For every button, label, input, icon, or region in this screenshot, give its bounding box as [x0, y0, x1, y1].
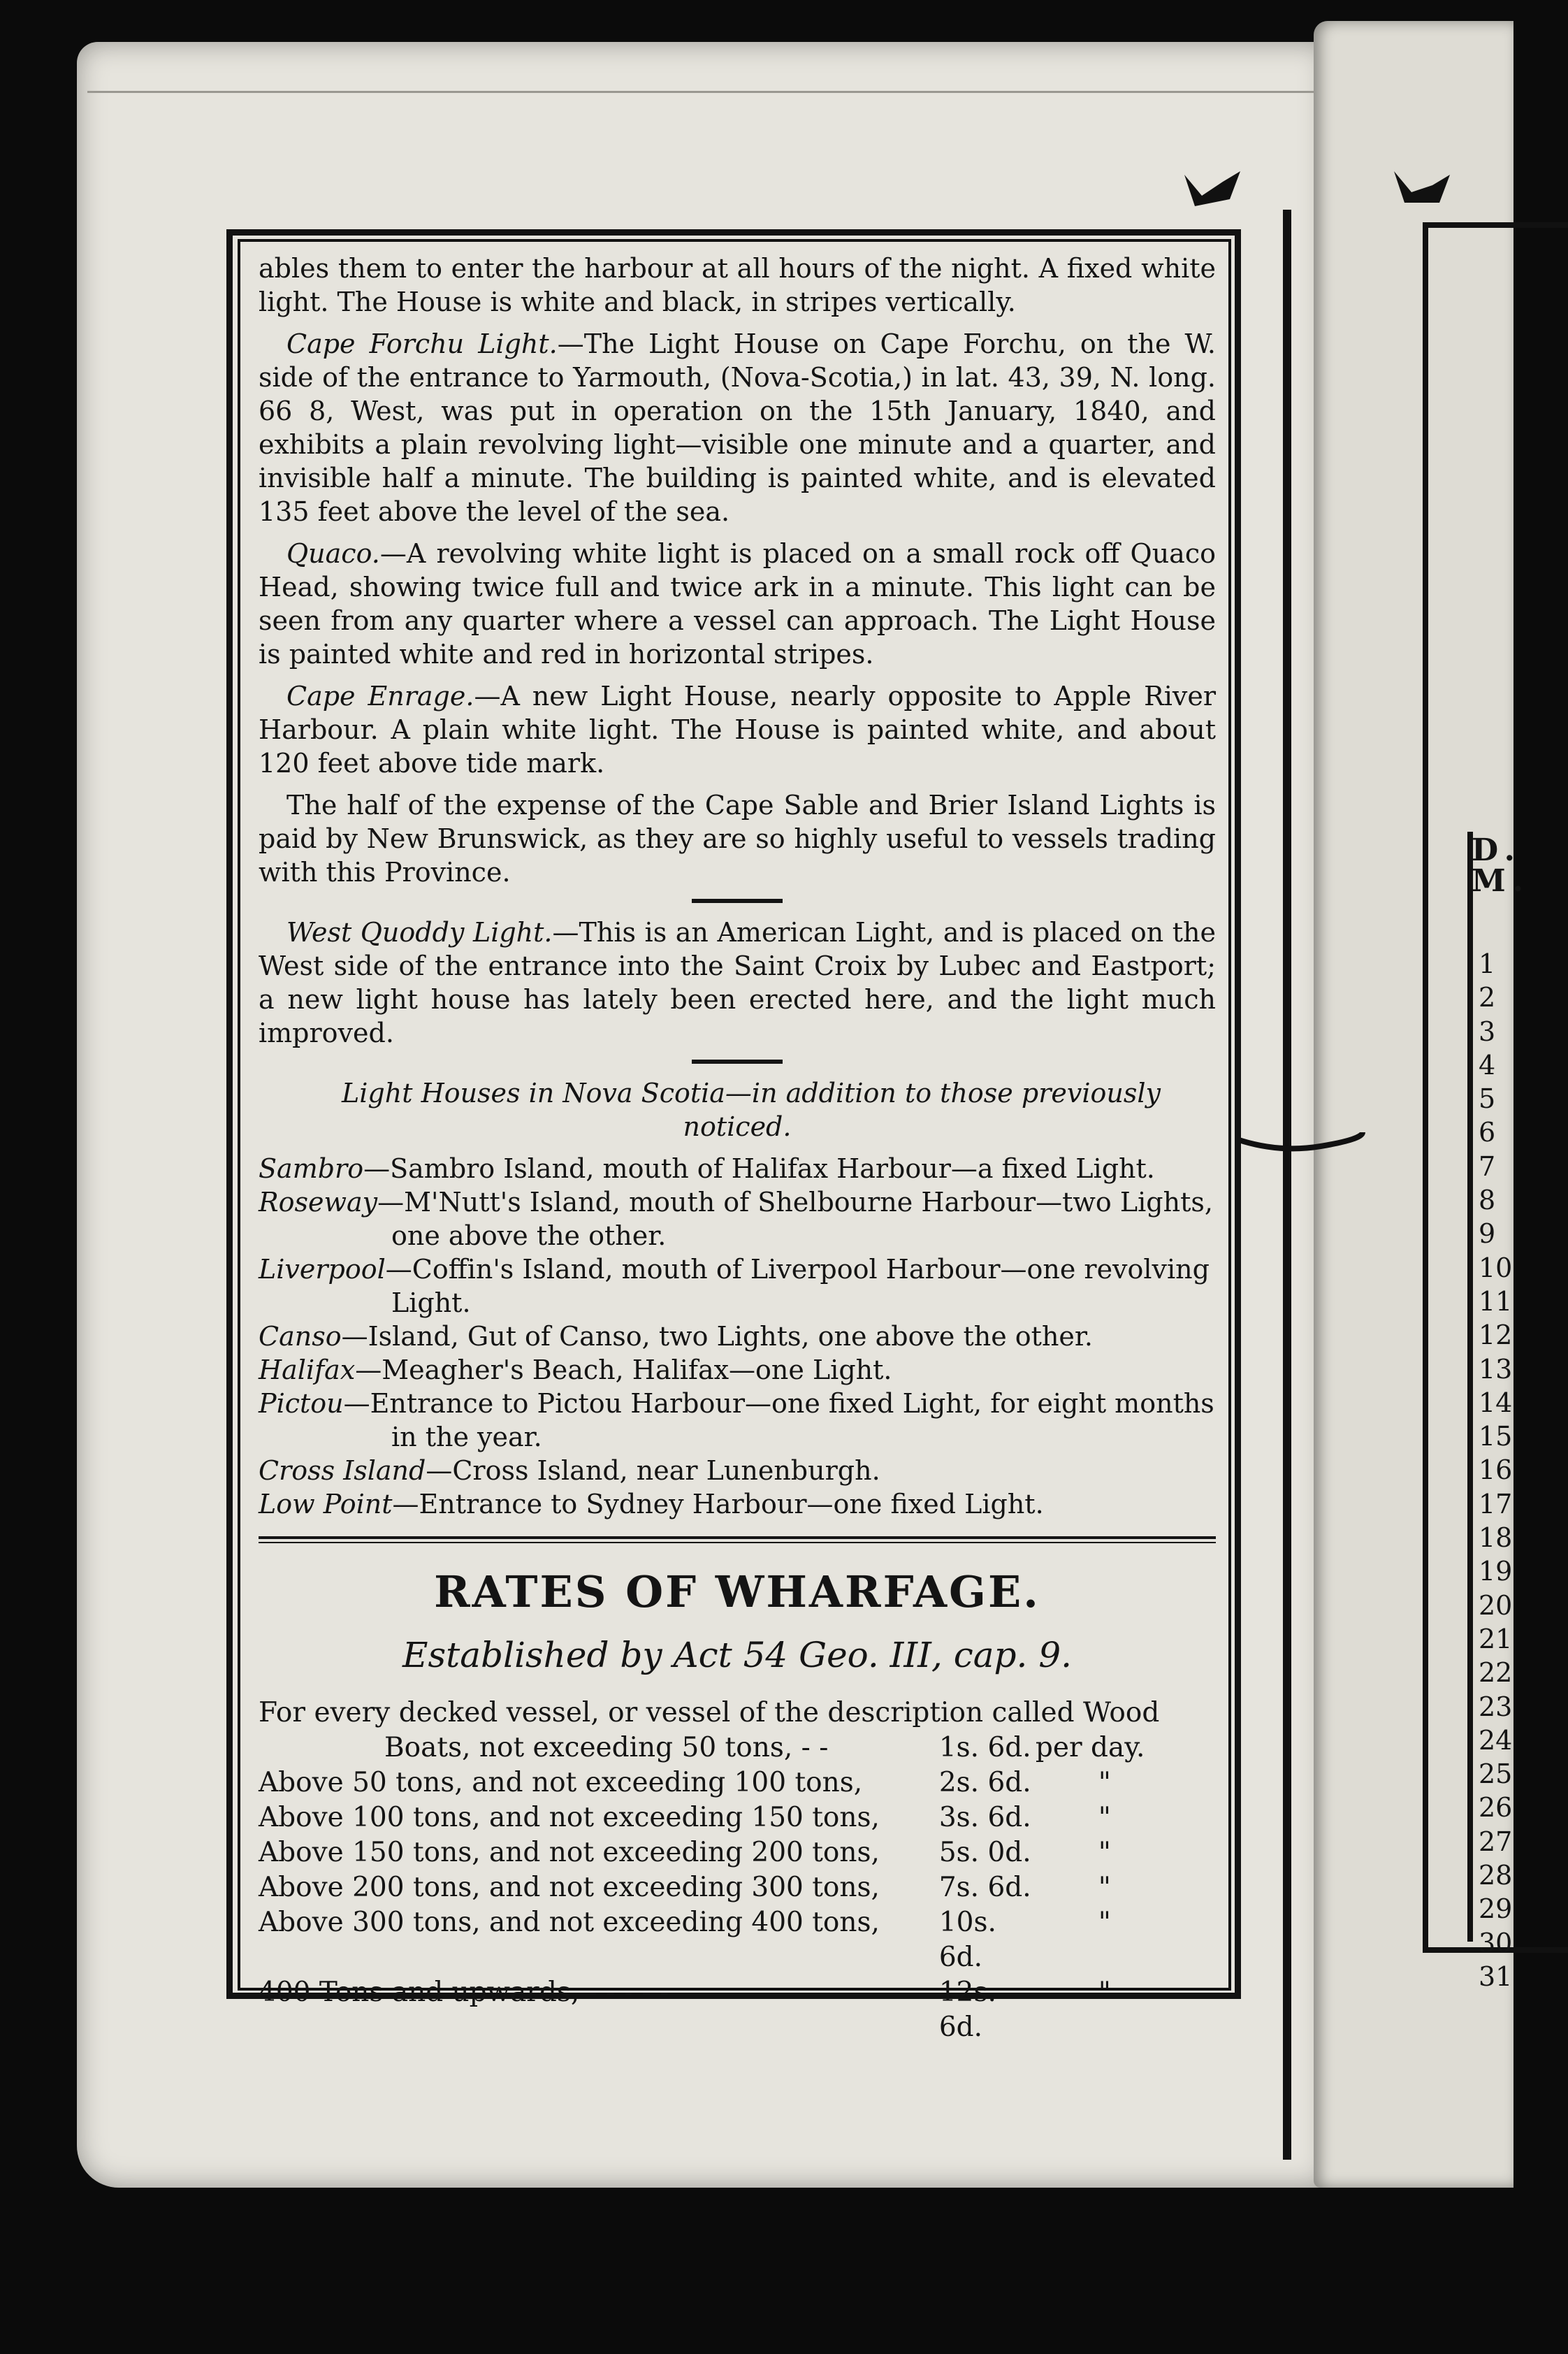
table-row — [259, 1800, 1216, 1835]
continuation-paragraph: ables them to enter the harbour at all hours of the night. A fixed white light. The House is white and black, in stripes vertically. — [259, 253, 1216, 317]
table-row — [259, 1835, 1216, 1870]
day-number: 28 — [1479, 1860, 1513, 1891]
light-name: Cape Enrage. — [286, 681, 474, 712]
right-page-column-rule — [1467, 832, 1473, 1942]
item-name: Halifax — [259, 1355, 356, 1385]
table-row — [259, 1870, 1216, 1905]
page-content — [259, 252, 1216, 2045]
item-text: —M'Nutt's Island, mouth of Shelbourne Harbour—two Lights, one above the other. — [377, 1187, 1213, 1251]
list-item — [259, 1454, 1216, 1487]
expense-note: The half of the expense of the Cape Sable and Brier Island Lights is paid by New Brunswick, as they are so highly useful to vessels trading with this Province. — [259, 790, 1216, 888]
nova-scotia-list — [259, 1152, 1216, 1521]
wharfage-subtitle: Established by Act 54 Geo. III, cap. 9. — [402, 1635, 1073, 1675]
damage-mark — [1237, 1118, 1363, 1160]
row-note: " — [1098, 1767, 1111, 1798]
page-edge-line — [87, 91, 1317, 93]
day-number: 18 — [1479, 1522, 1513, 1554]
right-page-header: D. M. — [1472, 832, 1531, 899]
row-desc: Above 300 tons, and not exceeding 400 tons, — [259, 1907, 880, 1938]
item-text: —Cross Island, near Lunenburgh. — [426, 1455, 880, 1486]
row-note: " — [1098, 1802, 1111, 1833]
list-item — [259, 1152, 1216, 1185]
row-note: per day. — [1035, 1732, 1145, 1763]
light-entry-cape-forchu — [259, 327, 1216, 528]
row-desc: Above 200 tons, and not exceeding 300 tons, — [259, 1872, 880, 1903]
row-rate: 10s. 6d. — [938, 1907, 996, 1973]
day-number: 20 — [1479, 1589, 1513, 1621]
row-rate: 5s. 0d. — [938, 1837, 1031, 1868]
row-rate: 1s. 6d. — [938, 1732, 1031, 1763]
row-rate: 3s. 6d. — [938, 1802, 1031, 1833]
day-number: 13 — [1479, 1353, 1513, 1385]
item-text: —Island, Gut of Canso, two Lights, one above the other. — [341, 1321, 1093, 1352]
row-desc: 400 Tons and upwards, - - - - - — [259, 1977, 669, 2008]
item-name: Liverpool — [259, 1254, 386, 1285]
light-text: —A revolving white light is placed on a small rock off Quaco Head, showing twice full and twice ark in a minute. This light can be seen from any quarter where a vessel can approach. The Light House is painted white and red in horizontal stripes. — [259, 538, 1216, 670]
page-gutter — [1283, 210, 1291, 2160]
nova-scotia-heading: Light Houses in Nova Scotia—in addition to those previously noticed. — [342, 1078, 1161, 1142]
light-text: —This is an American Light, and is placed on the West side of the entrance into the Saint Croix by Lubec and Eastport; a new light house has lately been erected here, and the light much improved. — [259, 917, 1216, 1048]
item-name: Cross Island — [259, 1455, 426, 1486]
wharfage-table — [259, 1731, 1216, 2045]
row-note: " — [1098, 1837, 1111, 1868]
light-text: —A new Light House, nearly opposite to Apple River Harbour. A plain white light. The House is painted white, and about 120 feet above tide mark. — [259, 681, 1216, 779]
list-item — [259, 1487, 1216, 1521]
row-desc: Above 150 tons, and not exceeding 200 tons, — [259, 1837, 880, 1868]
day-number: 29 — [1479, 1893, 1513, 1925]
list-item — [259, 1353, 1216, 1387]
day-number: 1 — [1479, 948, 1496, 979]
right-page-day-column — [1479, 947, 1513, 1993]
section-rule — [692, 899, 783, 903]
item-text: —Meagher's Beach, Halifax—one Light. — [355, 1355, 892, 1385]
light-entry-quaco — [259, 537, 1216, 671]
row-note: " — [1098, 1977, 1111, 2008]
light-name: Cape Forchu Light. — [286, 328, 558, 359]
row-note: " — [1098, 1907, 1111, 1938]
day-number: 21 — [1479, 1623, 1513, 1654]
item-name: Pictou — [259, 1388, 344, 1419]
table-row — [259, 1975, 1216, 2045]
table-row — [259, 1731, 1216, 1766]
item-name: Roseway — [259, 1187, 378, 1218]
day-number: 7 — [1479, 1150, 1496, 1182]
day-number: 27 — [1479, 1826, 1513, 1857]
day-number: 30 — [1479, 1927, 1513, 1958]
day-number: 6 — [1479, 1117, 1496, 1148]
light-text: —The Light House on Cape Forchu, on the W. side of the entrance to Yarmouth, (Nova-Scotia,) in lat. 43, 39, N. long. 66 8, West, was put in operation on the 15th January, 1840, and exhibits a plain revolving light—visible one minute and a quarter, and invisible half a minute. The building is painted white, and is elevated 135 feet above the level of the sea. — [259, 328, 1216, 527]
damage-mark — [1181, 168, 1244, 210]
day-number: 2 — [1479, 982, 1496, 1013]
item-text: —Coffin's Island, mouth of Liverpool Harbour—one revolving Light. — [385, 1254, 1210, 1318]
table-row — [259, 1766, 1216, 1800]
row-rate: 2s. 6d. — [938, 1767, 1031, 1798]
item-name: Canso — [259, 1321, 342, 1352]
light-name: Quaco. — [286, 538, 380, 569]
day-number: 8 — [1479, 1185, 1496, 1216]
item-text: —Entrance to Pictou Harbour—one fixed Light, for eight months in the year. — [343, 1388, 1214, 1452]
day-number: 3 — [1479, 1016, 1496, 1047]
list-item — [259, 1252, 1216, 1320]
wharfage-title: RATES OF WHARFAGE. — [434, 1566, 1040, 1617]
day-number: 12 — [1479, 1320, 1513, 1351]
item-text: —Entrance to Sydney Harbour—one fixed Light. — [392, 1489, 1044, 1519]
row-desc: Boats, not exceeding 50 tons, - - — [384, 1732, 829, 1763]
item-name: Low Point — [259, 1489, 393, 1519]
light-entry-west-quoddy — [259, 916, 1216, 1050]
day-number: 11 — [1479, 1285, 1513, 1317]
day-number: 16 — [1479, 1454, 1513, 1486]
day-number: 24 — [1479, 1724, 1513, 1756]
damage-mark — [1391, 168, 1453, 210]
row-rate: 7s. 6d. — [938, 1872, 1031, 1903]
day-number: 22 — [1479, 1657, 1513, 1689]
wharfage-intro: For every decked vessel, or vessel of the description called Wood — [259, 1697, 1160, 1728]
light-entry-cape-enrage — [259, 679, 1216, 780]
row-rate: 12s. 6d. — [938, 1977, 996, 2043]
section-rule — [692, 1060, 783, 1064]
light-name: West Quoddy Light. — [286, 917, 553, 948]
item-name: Sambro — [259, 1153, 364, 1184]
day-number: 26 — [1479, 1792, 1513, 1824]
row-desc: Above 50 tons, and not exceeding 100 tons, — [259, 1767, 863, 1798]
day-number: 5 — [1479, 1083, 1496, 1115]
list-item — [259, 1320, 1216, 1353]
table-row — [259, 1905, 1216, 1975]
day-number: 31 — [1479, 1961, 1513, 1992]
day-number: 25 — [1479, 1759, 1513, 1790]
double-rule — [259, 1536, 1216, 1543]
day-number: 9 — [1479, 1218, 1496, 1250]
row-desc: Above 100 tons, and not exceeding 150 tons, — [259, 1802, 880, 1833]
day-number: 14 — [1479, 1387, 1513, 1418]
day-number: 19 — [1479, 1556, 1513, 1587]
row-note: " — [1098, 1872, 1111, 1903]
day-number: 10 — [1479, 1252, 1513, 1283]
day-number: 23 — [1479, 1691, 1513, 1722]
list-item — [259, 1387, 1216, 1454]
day-number: 17 — [1479, 1488, 1513, 1519]
item-text: —Sambro Island, mouth of Halifax Harbour—a fixed Light. — [363, 1153, 1155, 1184]
day-number: 4 — [1479, 1049, 1496, 1081]
day-number: 15 — [1479, 1421, 1513, 1452]
list-item — [259, 1185, 1216, 1252]
